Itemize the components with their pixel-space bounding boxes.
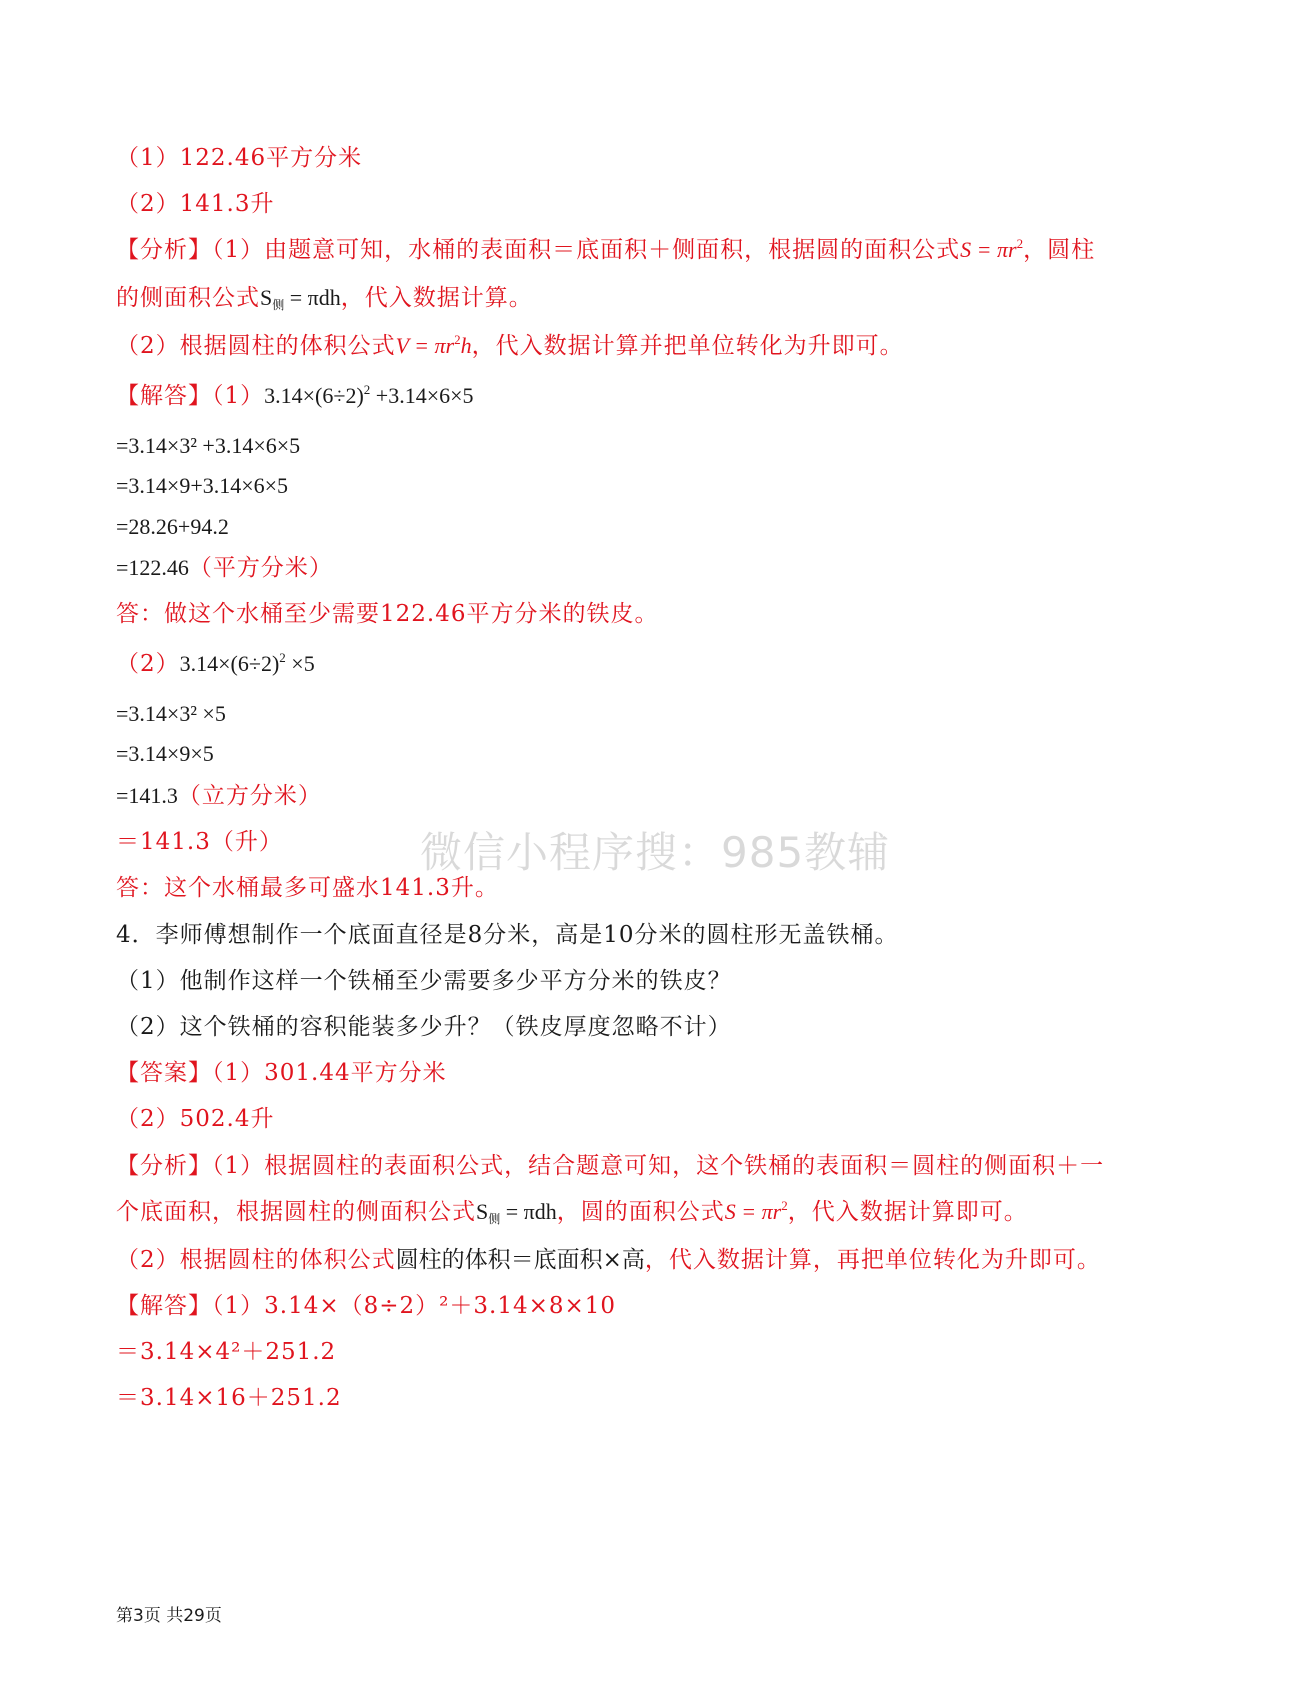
analysis-line-3: （2）根据圆柱的体积公式$V = \pi r^2h$，代入数据计算并把单位转化为升即可。 bbox=[116, 332, 904, 359]
question-4-part-1: （1）他制作这样一个铁桶至少需要多少平方分米的铁皮？ bbox=[116, 968, 732, 994]
calc-surface: $3.14\times(6\div 2)^2 +3.14\times 6\times 5$ bbox=[264, 382, 474, 408]
solution-step: ＝141.3（升） bbox=[116, 829, 283, 855]
answer-part-2: （2）141.3升 bbox=[116, 191, 275, 217]
lateral-area-formula: $S_侧 = \pi dh$ bbox=[260, 285, 341, 312]
circle-area-formula: $S = \pi r^2$ bbox=[960, 236, 1024, 262]
solution-line-1: 【解答】$(1)3.14\times(6\div 2)^2 +3.14\times 6\times 5$ bbox=[116, 382, 474, 409]
solution-step: =3.14×3² +3.14×6×5 bbox=[116, 433, 301, 458]
solution-step: =3.14×3² ×5 bbox=[116, 701, 226, 726]
watermark: 微信小程序搜：985教辅 bbox=[420, 828, 891, 877]
q4-analysis-line-2: 个底面积，根据圆柱的侧面积公式$S_侧 = \pi dh$，圆的面积公式$S = \pi r^2$，代入数据计算即可。 bbox=[116, 1198, 1028, 1226]
q4-analysis-line-3: （2）根据圆柱的体积公式圆柱的体积＝底面积×高，代入数据计算，再把单位转化为升即可。 bbox=[116, 1247, 1101, 1273]
calc-volume: $3.14\times(6\div 2)^2 \times 5$ bbox=[179, 650, 315, 676]
q4-solution-line-1: 【解答】（1）3.14×（8÷2）²＋3.14×8×10 bbox=[116, 1293, 617, 1319]
analysis-line-1: 【分析】（1）由题意可知，水桶的表面积＝底面积＋侧面积，根据圆的面积公式$S = \pi r^2$，圆柱 bbox=[116, 236, 1096, 263]
q4-solution-step: ＝3.14×16＋251.2 bbox=[116, 1385, 342, 1411]
volume-formula: $V = \pi r^2h$ bbox=[395, 332, 472, 358]
answer-statement-1: 答：做这个水桶至少需要122.46平方分米的铁皮。 bbox=[116, 601, 659, 627]
q4-analysis-line-1: 【分析】（1）根据圆柱的表面积公式，结合题意可知，这个铁桶的表面积＝圆柱的侧面积＋一 bbox=[116, 1153, 1105, 1179]
solution-part-2: $(2)3.14\times(6\div 2)^2 \times 5$ bbox=[116, 650, 315, 677]
solution-step: =3.14×9+3.14×6×5 bbox=[116, 473, 289, 498]
solution-step: =3.14×9×5 bbox=[116, 741, 214, 766]
solution-step: =141.3（立方分米） bbox=[116, 783, 322, 809]
q4-lateral-area-formula: $S_侧 = \pi dh$ bbox=[476, 1199, 557, 1226]
q4-answer-part-1: 【答案】（1）301.44平方分米 bbox=[116, 1060, 447, 1086]
q4-answer-part-2: （2）502.4升 bbox=[116, 1106, 275, 1132]
answer-statement-2: 答：这个水桶最多可盛水141.3升。 bbox=[116, 875, 499, 901]
answer-part-1: （1）122.46平方分米 bbox=[116, 145, 363, 171]
question-4-part-2: （2）这个铁桶的容积能装多少升？（铁皮厚度忽略不计） bbox=[116, 1014, 732, 1040]
q4-circle-area-formula: $S = \pi r^2$ bbox=[724, 1198, 788, 1224]
q4-solution-step: ＝3.14×4²＋251.2 bbox=[116, 1339, 337, 1365]
solution-step: =28.26+94.2 bbox=[116, 514, 229, 539]
solution-step: =122.46（平方分米） bbox=[116, 555, 333, 581]
question-4: 4．李师傅想制作一个底面直径是8分米，高是10分米的圆柱形无盖铁桶。 bbox=[116, 922, 899, 948]
page-number-footer: 第3页 共29页 bbox=[116, 1606, 222, 1626]
analysis-line-2: 的侧面积公式$S_侧 = \pi dh$，代入数据计算。 bbox=[116, 285, 533, 312]
